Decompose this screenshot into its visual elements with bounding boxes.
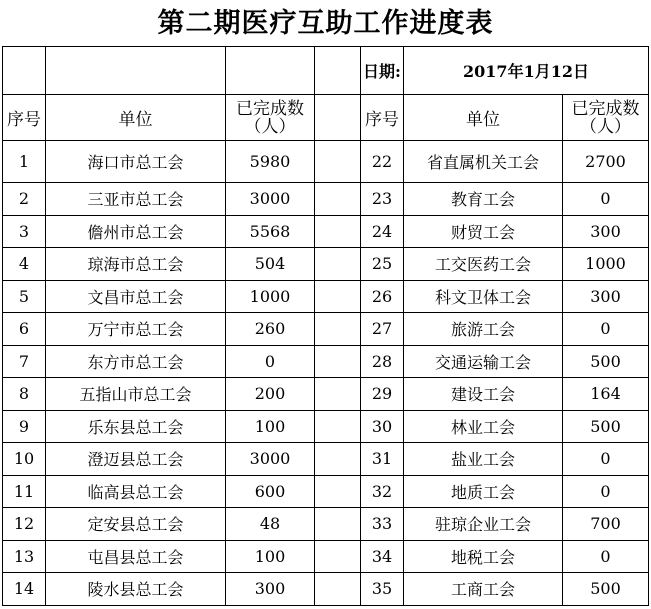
- header-seq-right: 序号: [361, 95, 404, 141]
- right-seq-cell: 35: [361, 573, 404, 606]
- right-count-cell: 0: [563, 183, 649, 216]
- left-unit-cell: 定安县总工会: [46, 508, 226, 541]
- left-seq-cell: 7: [3, 345, 46, 378]
- right-count-cell: 0: [563, 313, 649, 346]
- table-row: [3, 410, 649, 443]
- left-seq-cell: 3: [3, 215, 46, 248]
- right-count-cell: 2700: [563, 141, 649, 183]
- left-seq-cell: 10: [3, 443, 46, 476]
- right-count-cell: 300: [563, 280, 649, 313]
- left-count-cell: 3000: [226, 183, 315, 216]
- header-row: [3, 95, 649, 141]
- date-label: 日期:: [361, 47, 404, 95]
- right-unit-cell: 林业工会: [404, 410, 563, 443]
- table-row: [3, 508, 649, 541]
- left-count-cell: 504: [226, 248, 315, 281]
- right-unit-cell: 财贸工会: [404, 215, 563, 248]
- table-row: [3, 573, 649, 606]
- left-seq-cell: 4: [3, 248, 46, 281]
- left-seq-cell: 9: [3, 410, 46, 443]
- gap-cell: [315, 248, 361, 281]
- gap-cell: [315, 540, 361, 573]
- right-unit-cell: 工商工会: [404, 573, 563, 606]
- left-count-cell: 300: [226, 573, 315, 606]
- header-count-right: [563, 95, 649, 141]
- table-row: [3, 183, 649, 216]
- left-unit-cell: 澄迈县总工会: [46, 443, 226, 476]
- left-seq-cell: 1: [3, 141, 46, 183]
- left-count-cell: 600: [226, 475, 315, 508]
- progress-table: [2, 46, 649, 606]
- right-count-cell: 0: [563, 475, 649, 508]
- header-count-line2: （人）: [580, 116, 631, 137]
- right-count-cell: 700: [563, 508, 649, 541]
- gap-cell: [315, 443, 361, 476]
- right-seq-cell: 24: [361, 215, 404, 248]
- gap-cell: [315, 141, 361, 183]
- right-count-cell: 500: [563, 410, 649, 443]
- table-row: [3, 443, 649, 476]
- header-count-line2: （人）: [244, 116, 296, 137]
- table-row: [3, 248, 649, 281]
- gap-cell: [315, 475, 361, 508]
- right-count-cell: 164: [563, 378, 649, 411]
- header-unit-right: 单位: [404, 95, 563, 141]
- left-seq-cell: 5: [3, 280, 46, 313]
- right-seq-cell: 33: [361, 508, 404, 541]
- left-seq-cell: 13: [3, 540, 46, 573]
- right-unit-cell: 驻琼企业工会: [404, 508, 563, 541]
- table-row: [3, 378, 649, 411]
- right-unit-cell: 省直属机关工会: [404, 141, 563, 183]
- gap-cell: [315, 573, 361, 606]
- left-seq-cell: 11: [3, 475, 46, 508]
- right-unit-cell: 地税工会: [404, 540, 563, 573]
- gap-cell: [315, 508, 361, 541]
- table-row: [3, 141, 649, 183]
- left-seq-cell: 12: [3, 508, 46, 541]
- date-row: [3, 47, 649, 95]
- right-seq-cell: 32: [361, 475, 404, 508]
- left-count-cell: 5568: [226, 215, 315, 248]
- right-seq-cell: 25: [361, 248, 404, 281]
- right-seq-cell: 34: [361, 540, 404, 573]
- left-unit-cell: 三亚市总工会: [46, 183, 226, 216]
- left-seq-cell: 8: [3, 378, 46, 411]
- left-seq-cell: 6: [3, 313, 46, 346]
- date-value: 2017年1月12日: [404, 47, 649, 95]
- right-seq-cell: 28: [361, 345, 404, 378]
- right-unit-cell: 工交医药工会: [404, 248, 563, 281]
- left-seq-cell: 14: [3, 573, 46, 606]
- right-seq-cell: 31: [361, 443, 404, 476]
- left-unit-cell: 海口市总工会: [46, 141, 226, 183]
- left-count-cell: 1000: [226, 280, 315, 313]
- header-seq-left: 序号: [3, 95, 46, 141]
- table-row: [3, 313, 649, 346]
- header-count-left: [226, 95, 315, 141]
- page-title: 第二期医疗互助工作进度表: [157, 8, 494, 39]
- gap-cell: [315, 183, 361, 216]
- header-count-line1: 已完成数: [236, 98, 304, 119]
- gap-cell: [315, 215, 361, 248]
- right-unit-cell: 科文卫体工会: [404, 280, 563, 313]
- right-count-cell: 500: [563, 573, 649, 606]
- blank-cell: [315, 47, 361, 95]
- right-count-cell: 500: [563, 345, 649, 378]
- left-unit-cell: 屯昌县总工会: [46, 540, 226, 573]
- left-count-cell: 260: [226, 313, 315, 346]
- right-unit-cell: 旅游工会: [404, 313, 563, 346]
- left-unit-cell: 东方市总工会: [46, 345, 226, 378]
- left-count-cell: 48: [226, 508, 315, 541]
- right-seq-cell: 30: [361, 410, 404, 443]
- left-unit-cell: 琼海市总工会: [46, 248, 226, 281]
- table-row: [3, 540, 649, 573]
- gap-cell: [315, 95, 361, 141]
- left-count-cell: 100: [226, 540, 315, 573]
- header-unit-left: 单位: [46, 95, 226, 141]
- right-unit-cell: 交通运输工会: [404, 345, 563, 378]
- right-seq-cell: 22: [361, 141, 404, 183]
- left-count-cell: 200: [226, 378, 315, 411]
- table-row: [3, 345, 649, 378]
- right-seq-cell: 29: [361, 378, 404, 411]
- left-unit-cell: 临高县总工会: [46, 475, 226, 508]
- gap-cell: [315, 345, 361, 378]
- gap-cell: [315, 378, 361, 411]
- left-unit-cell: 乐东县总工会: [46, 410, 226, 443]
- left-unit-cell: 文昌市总工会: [46, 280, 226, 313]
- left-unit-cell: 陵水县总工会: [46, 573, 226, 606]
- right-unit-cell: 地质工会: [404, 475, 563, 508]
- left-unit-cell: 五指山市总工会: [46, 378, 226, 411]
- table-row: [3, 475, 649, 508]
- right-seq-cell: 26: [361, 280, 404, 313]
- left-count-cell: 100: [226, 410, 315, 443]
- left-unit-cell: 儋州市总工会: [46, 215, 226, 248]
- blank-cell: [226, 47, 315, 95]
- left-unit-cell: 万宁市总工会: [46, 313, 226, 346]
- gap-cell: [315, 313, 361, 346]
- left-seq-cell: 2: [3, 183, 46, 216]
- table-row: [3, 215, 649, 248]
- gap-cell: [315, 410, 361, 443]
- right-seq-cell: 23: [361, 183, 404, 216]
- right-unit-cell: 建设工会: [404, 378, 563, 411]
- left-count-cell: 0: [226, 345, 315, 378]
- blank-cell: [46, 47, 226, 95]
- left-count-cell: 5980: [226, 141, 315, 183]
- blank-cell: [3, 47, 46, 95]
- right-count-cell: 300: [563, 215, 649, 248]
- gap-cell: [315, 280, 361, 313]
- table-row: [3, 280, 649, 313]
- right-count-cell: 0: [563, 540, 649, 573]
- right-count-cell: 0: [563, 443, 649, 476]
- right-seq-cell: 27: [361, 313, 404, 346]
- header-count-line1: 已完成数: [571, 98, 640, 119]
- right-unit-cell: 教育工会: [404, 183, 563, 216]
- right-count-cell: 1000: [563, 248, 649, 281]
- left-count-cell: 3000: [226, 443, 315, 476]
- right-unit-cell: 盐业工会: [404, 443, 563, 476]
